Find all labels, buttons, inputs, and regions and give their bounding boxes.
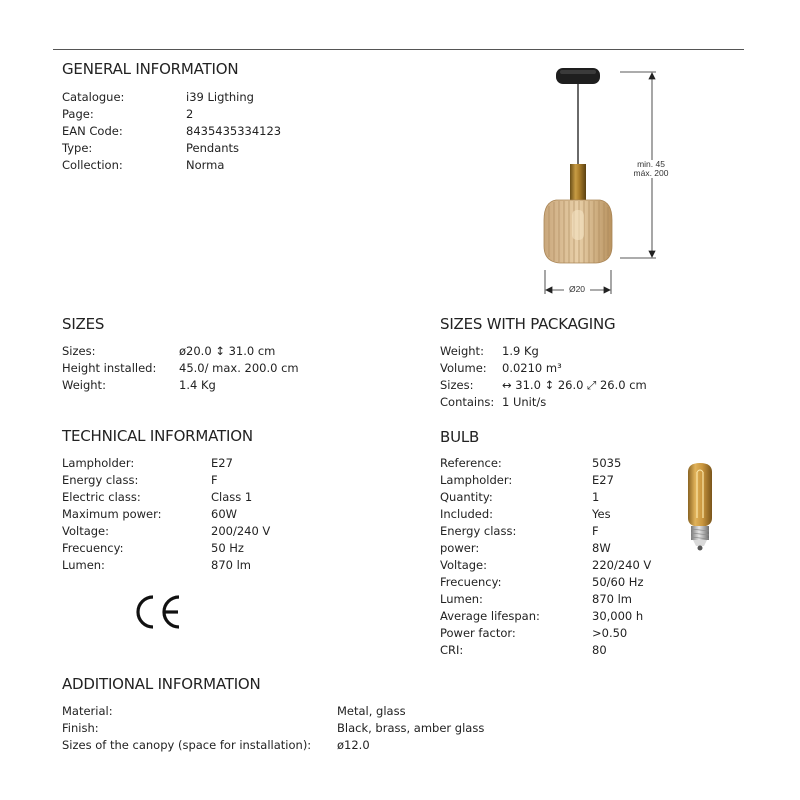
row-value: 870 lm — [211, 558, 252, 572]
row-key: Type: — [62, 141, 93, 155]
row-key: Maximum power: — [62, 507, 162, 521]
table-row — [62, 703, 512, 720]
table-row — [62, 377, 362, 394]
row-value: ↔ 31.0 ↕ 26.0 ⤢ 26.0 cm — [502, 378, 647, 392]
table-row — [62, 557, 362, 574]
row-value: 60W — [211, 507, 238, 521]
row-value: 0.0210 m³ — [502, 361, 562, 375]
row-key: Voltage: — [62, 524, 110, 538]
table-row — [62, 472, 362, 489]
table-row — [440, 489, 680, 506]
row-key: Lumen: — [62, 558, 105, 572]
table-row — [440, 540, 680, 557]
table-row — [440, 557, 680, 574]
table-row — [62, 737, 512, 754]
row-value: 200/240 V — [211, 524, 271, 538]
row-key: Power factor: — [440, 626, 516, 640]
row-value: 50/60 Hz — [592, 575, 644, 589]
table-row — [62, 106, 362, 123]
row-key: Frecuency: — [62, 541, 124, 555]
row-key: Volume: — [440, 361, 487, 375]
row-key: Lumen: — [440, 592, 483, 606]
row-key: Material: — [62, 704, 113, 718]
amber-glass-shade — [544, 200, 612, 263]
height-dimension-label — [624, 160, 678, 178]
technical-info-table — [62, 455, 362, 574]
row-key: Lampholder: — [440, 473, 513, 487]
table-row — [440, 642, 680, 659]
row-value: >0.50 — [592, 626, 628, 640]
sizes-table — [62, 343, 362, 394]
table-row — [440, 455, 680, 472]
table-row — [62, 89, 362, 106]
canopy-icon — [556, 68, 600, 84]
table-row — [440, 472, 680, 489]
row-value: 45.0/ max. 200.0 cm — [179, 361, 299, 375]
brass-neck — [570, 164, 586, 200]
row-value: Black, brass, amber glass — [337, 721, 485, 735]
row-key: EAN Code: — [62, 124, 123, 138]
row-value: 5035 — [592, 456, 622, 470]
row-key: Electric class: — [62, 490, 141, 504]
table-row — [62, 123, 362, 140]
row-value: 1.4 Kg — [179, 378, 216, 392]
row-value: 30,000 h — [592, 609, 644, 623]
row-key: Finish: — [62, 721, 99, 735]
row-key: CRI: — [440, 643, 464, 657]
row-value: 50 Hz — [211, 541, 244, 555]
table-row — [62, 540, 362, 557]
top-divider — [53, 49, 744, 50]
table-row — [440, 574, 680, 591]
height-min-label: min. 45 — [637, 159, 665, 169]
diameter-label: Ø20 — [564, 285, 590, 294]
general-info-title: GENERAL INFORMATION — [62, 60, 239, 78]
row-value: 8435435334123 — [186, 124, 282, 138]
row-value: 220/240 V — [592, 558, 652, 572]
row-key: Weight: — [440, 344, 484, 358]
row-key: Contains: — [440, 395, 495, 409]
row-value: 1 Unit/s — [502, 395, 547, 409]
row-value: F — [592, 524, 599, 538]
packaging-table — [440, 343, 740, 411]
table-row — [440, 377, 740, 394]
additional-info-table — [62, 703, 512, 754]
row-key: Lampholder: — [62, 456, 135, 470]
row-value: 8W — [592, 541, 611, 555]
additional-info-title: ADDITIONAL INFORMATION — [62, 675, 261, 693]
bulb-icon — [680, 460, 720, 556]
table-row — [62, 506, 362, 523]
row-key: Energy class: — [62, 473, 139, 487]
table-row — [62, 157, 362, 174]
row-value: F — [211, 473, 218, 487]
row-value: Metal, glass — [337, 704, 406, 718]
row-value: Pendants — [186, 141, 240, 155]
table-row — [440, 625, 680, 642]
row-key: Included: — [440, 507, 494, 521]
row-value: E27 — [592, 473, 614, 487]
row-key: Sizes: — [62, 344, 96, 358]
table-row — [62, 720, 512, 737]
row-value: Class 1 — [211, 490, 253, 504]
row-value: 80 — [592, 643, 607, 657]
table-row — [440, 523, 680, 540]
row-value: E27 — [211, 456, 233, 470]
sizes-title: SIZES — [62, 315, 105, 333]
height-max-label: máx. 200 — [633, 168, 669, 178]
row-value: ø12.0 — [337, 738, 370, 752]
row-value: 870 lm — [592, 592, 633, 606]
row-key: Average lifespan: — [440, 609, 540, 623]
table-row — [62, 455, 362, 472]
row-key: Voltage: — [440, 558, 488, 572]
table-row — [62, 489, 362, 506]
row-key: Frecuency: — [440, 575, 502, 589]
table-row — [440, 608, 680, 625]
ce-mark-icon — [136, 594, 182, 630]
table-row — [440, 360, 740, 377]
packaging-title: SIZES WITH PACKAGING — [440, 315, 616, 333]
bulb-table — [440, 455, 680, 659]
row-value: Yes — [592, 507, 611, 521]
row-key: Weight: — [62, 378, 106, 392]
row-key: Sizes of the canopy (space for installation): — [62, 738, 312, 752]
row-value: 1 — [592, 490, 600, 504]
row-key: Collection: — [62, 158, 123, 172]
table-row — [440, 343, 740, 360]
row-value: i39 Ligthing — [186, 90, 254, 104]
table-row — [62, 343, 362, 360]
row-key: power: — [440, 541, 480, 555]
row-key: Sizes: — [440, 378, 474, 392]
table-row — [440, 591, 680, 608]
row-key: Height installed: — [62, 361, 157, 375]
row-key: Energy class: — [440, 524, 517, 538]
technical-info-title: TECHNICAL INFORMATION — [62, 427, 253, 445]
table-row — [440, 506, 680, 523]
table-row — [62, 140, 362, 157]
row-key: Reference: — [440, 456, 502, 470]
table-row — [62, 360, 362, 377]
row-value: 2 — [186, 107, 194, 121]
general-info-table — [62, 89, 362, 174]
table-row — [62, 523, 362, 540]
row-key: Quantity: — [440, 490, 493, 504]
table-row — [440, 394, 740, 411]
row-value: Norma — [186, 158, 225, 172]
row-value: 1.9 Kg — [502, 344, 539, 358]
bulb-title: BULB — [440, 428, 480, 446]
row-key: Catalogue: — [62, 90, 125, 104]
row-value: ø20.0 ↕ 31.0 cm — [179, 344, 276, 358]
pendant-lamp-diagram — [520, 60, 690, 300]
row-key: Page: — [62, 107, 94, 121]
